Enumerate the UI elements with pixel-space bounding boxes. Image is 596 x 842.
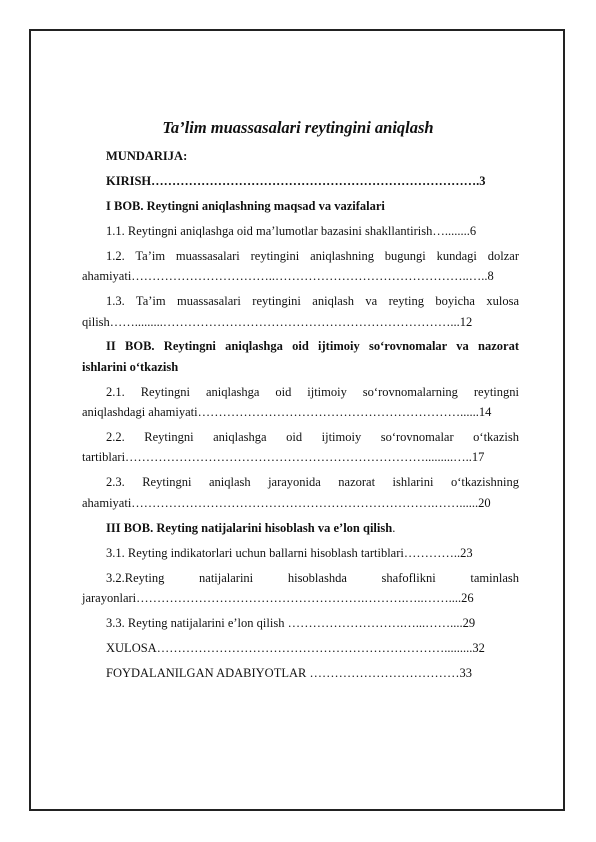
toc-entry-2-2: 2.2. Reytingni aniqlashga oid ijtimoiy so‘rovnomalar o‘tkazish: [106, 430, 519, 444]
document-title: Ta’lim muassasalari reytingini aniqlash: [162, 118, 434, 137]
toc-chapter-2-cont: ishlarini o‘tkazish: [82, 360, 179, 374]
toc-heading: MUNDARIJA:: [106, 149, 188, 163]
toc-entry-2-1-cont: aniqlashdagi ahamiyati………………………………………………………......14: [82, 405, 492, 419]
toc-entry-adabiyotlar: FOYDALANILGAN ADABIYOTLAR ………………………………33: [106, 666, 472, 680]
toc-chapter-3: III BOB. Reyting natijalarini hisoblash va e’lon qilish.: [106, 521, 396, 535]
toc-entry-2-3-cont: ahamiyati……………………………………………………………….……......20: [82, 496, 491, 510]
toc-entry-1-2: 1.2. Ta’im muassasalari reytingini aniqlashning bugungi kundagi dolzar: [106, 249, 519, 263]
toc-entry-3-2: 3.2.Reyting natijalarini hisoblashda shafoflikni taminlash: [106, 571, 519, 585]
toc-entry-3-1: 3.1. Reyting indikatorlari uchun ballarni hisoblash tartiblari…………..23: [106, 546, 473, 560]
toc-entry-2-2-cont: tartiblari……………………………………………………………….........…..17: [82, 450, 485, 464]
toc-entry-xulosa: XULOSA…………………………………………………………….........32: [106, 641, 485, 655]
toc-chapter-2: II BOB. Reytingni aniqlashga oid ijtimoiy so‘rovnomalar va nazorat: [106, 339, 519, 353]
toc-entry-1-3-cont: qilish…….........……………………………………………………………...12: [82, 315, 473, 329]
toc-entry-kirish: KIRISH…………………………………………………………………….3: [106, 174, 486, 188]
page-border: [29, 29, 565, 811]
toc-entry-2-3: 2.3. Reytingni aniqlash jarayonida nazorat ishlarini o‘tkazishning: [106, 475, 519, 489]
toc-entry-1-1: 1.1. Reytingni aniqlashga oid ma’lumotlar bazasini shakllantirish…........6: [106, 224, 477, 238]
toc-entry-3-3: 3.3. Reyting natijalarini e’lon qilish ……………………….…...……....29: [106, 616, 476, 630]
toc-entry-3-2-cont: jarayonlari……………………………………………….……….…..……....26: [82, 591, 474, 605]
toc-entry-2-1: 2.1. Reytingni aniqlashga oid ijtimoiy so‘rovnomalarning reytingni: [106, 385, 519, 399]
toc-entry-1-3: 1.3. Ta’im muassasalari reytingini aniqlash va reyting boyicha xulosa: [106, 294, 519, 308]
toc-entry-1-2-cont: ahamiyati……………………………..………………………………………..…..8: [82, 269, 494, 283]
toc-chapter-1: I BOB. Reytingni aniqlashning maqsad va vazifalari: [106, 199, 385, 213]
